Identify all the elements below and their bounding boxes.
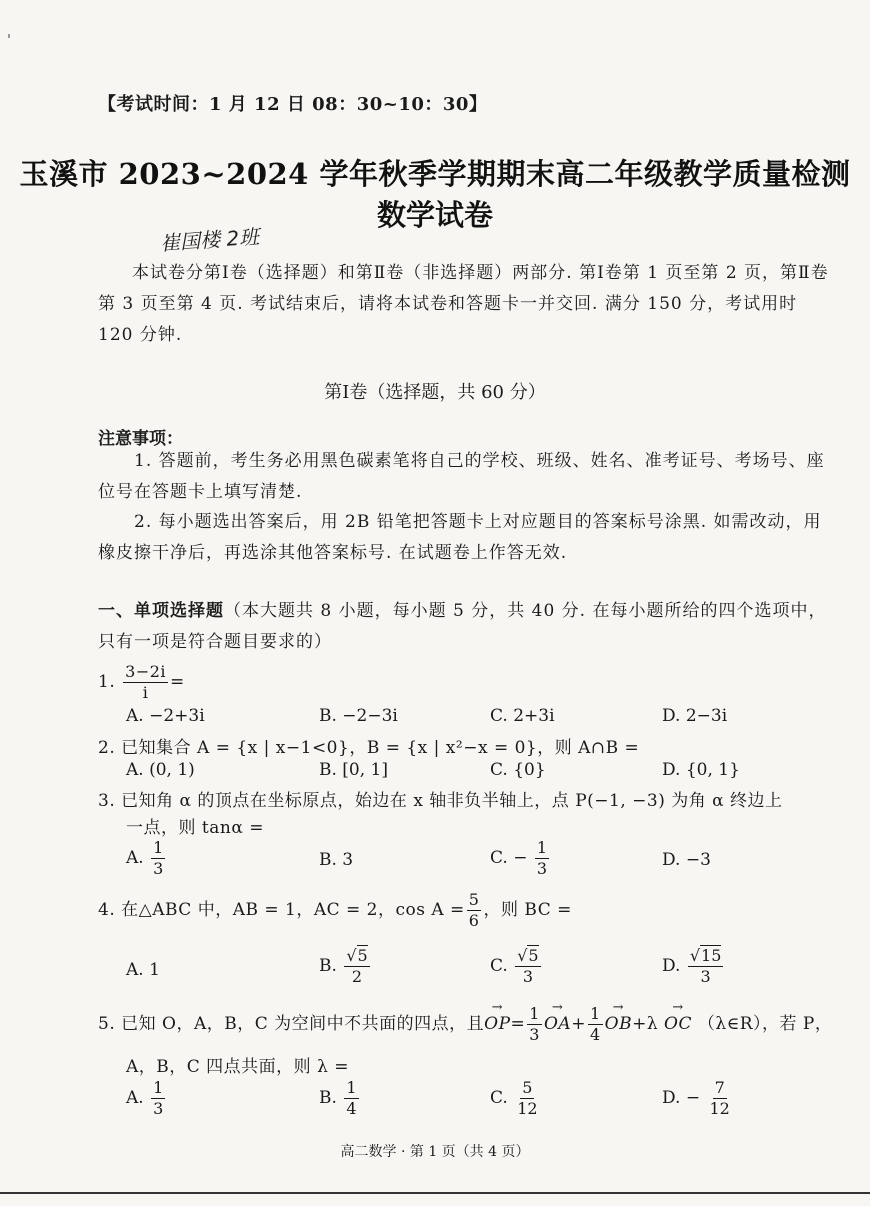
denominator: 3 xyxy=(153,1099,164,1118)
fraction xyxy=(151,1078,165,1119)
vector-op: → OP xyxy=(484,1014,510,1034)
fraction xyxy=(588,1004,603,1045)
option-label: C. xyxy=(490,1088,508,1108)
equals: = xyxy=(510,1014,526,1034)
option-d: D. 2−3i xyxy=(662,706,728,726)
denominator: 3 xyxy=(700,967,711,986)
option-d: D. {0, 1} xyxy=(662,760,740,780)
page-footer: 高二数学 · 第 1 页（共 4 页） xyxy=(340,1144,530,1160)
option-label: A. xyxy=(126,848,144,868)
handwritten-name: 崔国楼 2班 xyxy=(159,224,260,256)
intro-paragraph: 本试卷分第Ⅰ卷（选择题）和第Ⅱ卷（非选择题）两部分. 第Ⅰ卷第 1 页至第 2 页，第Ⅱ卷第 3 页至第 4 页. 考试结束后，请将本试卷和答题卡一并交回. 满分 150 分，考试用时 120 分钟. xyxy=(98,263,829,345)
fraction xyxy=(123,662,168,703)
option-d xyxy=(662,946,725,987)
lambda-term: +λ xyxy=(632,1014,659,1034)
option-a xyxy=(126,1078,167,1119)
option-c xyxy=(490,838,551,879)
denominator: 2 xyxy=(351,967,363,986)
numerator: 5 xyxy=(468,890,480,909)
denominator: 4 xyxy=(589,1025,601,1044)
scan-speck xyxy=(8,34,10,38)
denominator: 4 xyxy=(346,1099,357,1118)
option-a: A. (0, 1) xyxy=(126,760,195,780)
option-d: D. −3 xyxy=(662,850,711,870)
option-b xyxy=(319,946,372,987)
denominator: 3 xyxy=(529,1025,540,1044)
option-label: B. xyxy=(319,1088,337,1108)
numerator: √5 xyxy=(517,946,539,965)
option-a xyxy=(126,838,167,879)
numerator: 1 xyxy=(529,1004,540,1023)
denominator: 3 xyxy=(522,967,533,986)
question-3-line-2: 一点，则 tanα = xyxy=(126,818,264,838)
notice-item-1: 1. 答题前，考生务必用黑色碳素笔将自己的学校、班级、姓名、准考证号、考场号、座位号在答题卡上填写清楚. xyxy=(98,451,825,502)
exam-subtitle: 数学试卷 xyxy=(376,198,493,232)
notice-heading: 注意事项： xyxy=(98,429,183,449)
section-title: 第Ⅰ卷（选择题，共 60 分） xyxy=(324,382,546,403)
question-text: 5. 已知 O，A，B，C 为空间中不共面的四点，且 xyxy=(98,1014,485,1034)
fraction xyxy=(535,838,549,879)
numerator: 5 xyxy=(522,1078,533,1097)
denominator: i xyxy=(142,683,149,702)
option-label: B. xyxy=(319,956,337,976)
question-4 xyxy=(98,890,572,931)
fraction xyxy=(707,1078,731,1119)
plus: + xyxy=(571,1014,586,1034)
option-b xyxy=(319,1078,361,1119)
question-text-tail: （λ∈R），若 P， xyxy=(697,1014,833,1034)
fraction xyxy=(344,946,369,987)
option-c xyxy=(490,946,543,987)
exam-time: 【考试时间：1 月 12 日 08：30~10：30】 xyxy=(98,94,488,115)
exam-title: 玉溪市 2023~2024 学年秋季学期期末高二年级教学质量检测 xyxy=(19,157,851,191)
notice-item-2: 2. 每小题选出答案后，用 2B 铅笔把答题卡上对应题目的答案标号涂黑. 如需改动，用橡皮擦干净后，再选涂其他答案标号. 在试题卷上作答无效. xyxy=(98,512,822,563)
option-label: C. xyxy=(490,956,508,976)
denominator: 6 xyxy=(468,911,480,930)
vector-ob: → OB xyxy=(605,1014,632,1034)
vector-oa: → OA xyxy=(544,1014,571,1034)
fraction xyxy=(527,1004,542,1045)
denominator: 3 xyxy=(153,859,164,878)
question-text: 4. 在△ABC 中，AB = 1，AC = 2，cos A = xyxy=(98,900,465,920)
question-number: 1. xyxy=(98,672,116,692)
equals: = xyxy=(170,672,185,692)
fraction xyxy=(515,946,540,987)
option-c: C. {0} xyxy=(490,760,546,780)
question-2: 2. 已知集合 A = {x | x−1<0}，B = {x | x²−x = 0}，则 A∩B = xyxy=(98,738,640,758)
question-3: 3. 已知角 α 的顶点在坐标原点，始边在 x 轴非负半轴上，点 P(−1, −3) 为角 α 终边上 xyxy=(98,791,783,811)
option-b: B. [0, 1] xyxy=(319,760,389,780)
question-1 xyxy=(98,662,185,703)
denominator: 12 xyxy=(517,1099,538,1118)
option-c: C. 2+3i xyxy=(490,706,555,726)
part1-heading: 一、单项选择题 xyxy=(98,601,224,621)
radicand: 15 xyxy=(701,946,722,965)
denominator: 3 xyxy=(536,859,548,878)
option-label: A. xyxy=(126,1088,144,1108)
option-b: B. 3 xyxy=(319,850,354,870)
radicand: 5 xyxy=(528,946,539,965)
option-a: A. 1 xyxy=(126,960,160,980)
part1-instructions xyxy=(98,596,838,658)
vector-oc: → OC xyxy=(664,1014,692,1034)
fraction xyxy=(344,1078,358,1119)
numerator: √15 xyxy=(689,946,722,965)
fraction xyxy=(688,946,724,987)
numerator: 1 xyxy=(153,838,164,857)
radicand: 5 xyxy=(357,946,368,965)
fraction xyxy=(151,838,165,879)
question-5-line-2: A，B，C 四点共面，则 λ = xyxy=(126,1057,350,1077)
option-b: B. −2−3i xyxy=(319,706,398,726)
option-label: D. − xyxy=(662,1088,701,1108)
numerator: 1 xyxy=(589,1004,601,1023)
fraction xyxy=(515,1078,539,1119)
numerator: 1 xyxy=(153,1078,164,1097)
option-label: D. xyxy=(662,956,681,976)
denominator: 12 xyxy=(709,1099,730,1118)
scan-edge-line xyxy=(0,1192,870,1194)
numerator: 1 xyxy=(346,1078,357,1097)
question-text-tail: ，则 BC = xyxy=(483,900,572,920)
numerator: √5 xyxy=(346,946,368,965)
numerator: 1 xyxy=(536,838,548,857)
question-5 xyxy=(98,1004,832,1045)
option-d xyxy=(662,1078,734,1119)
part1-desc: （本大题共 8 小题，每小题 5 分，共 40 分. 在每小题所给的四个选项中，只有一项是符合题目要求的） xyxy=(98,601,827,652)
numerator: 7 xyxy=(714,1078,725,1097)
option-c xyxy=(490,1078,542,1119)
option-a: A. −2+3i xyxy=(126,706,205,726)
fraction xyxy=(467,890,482,931)
numerator: 3−2i xyxy=(125,662,167,681)
option-label: C. − xyxy=(490,848,528,868)
